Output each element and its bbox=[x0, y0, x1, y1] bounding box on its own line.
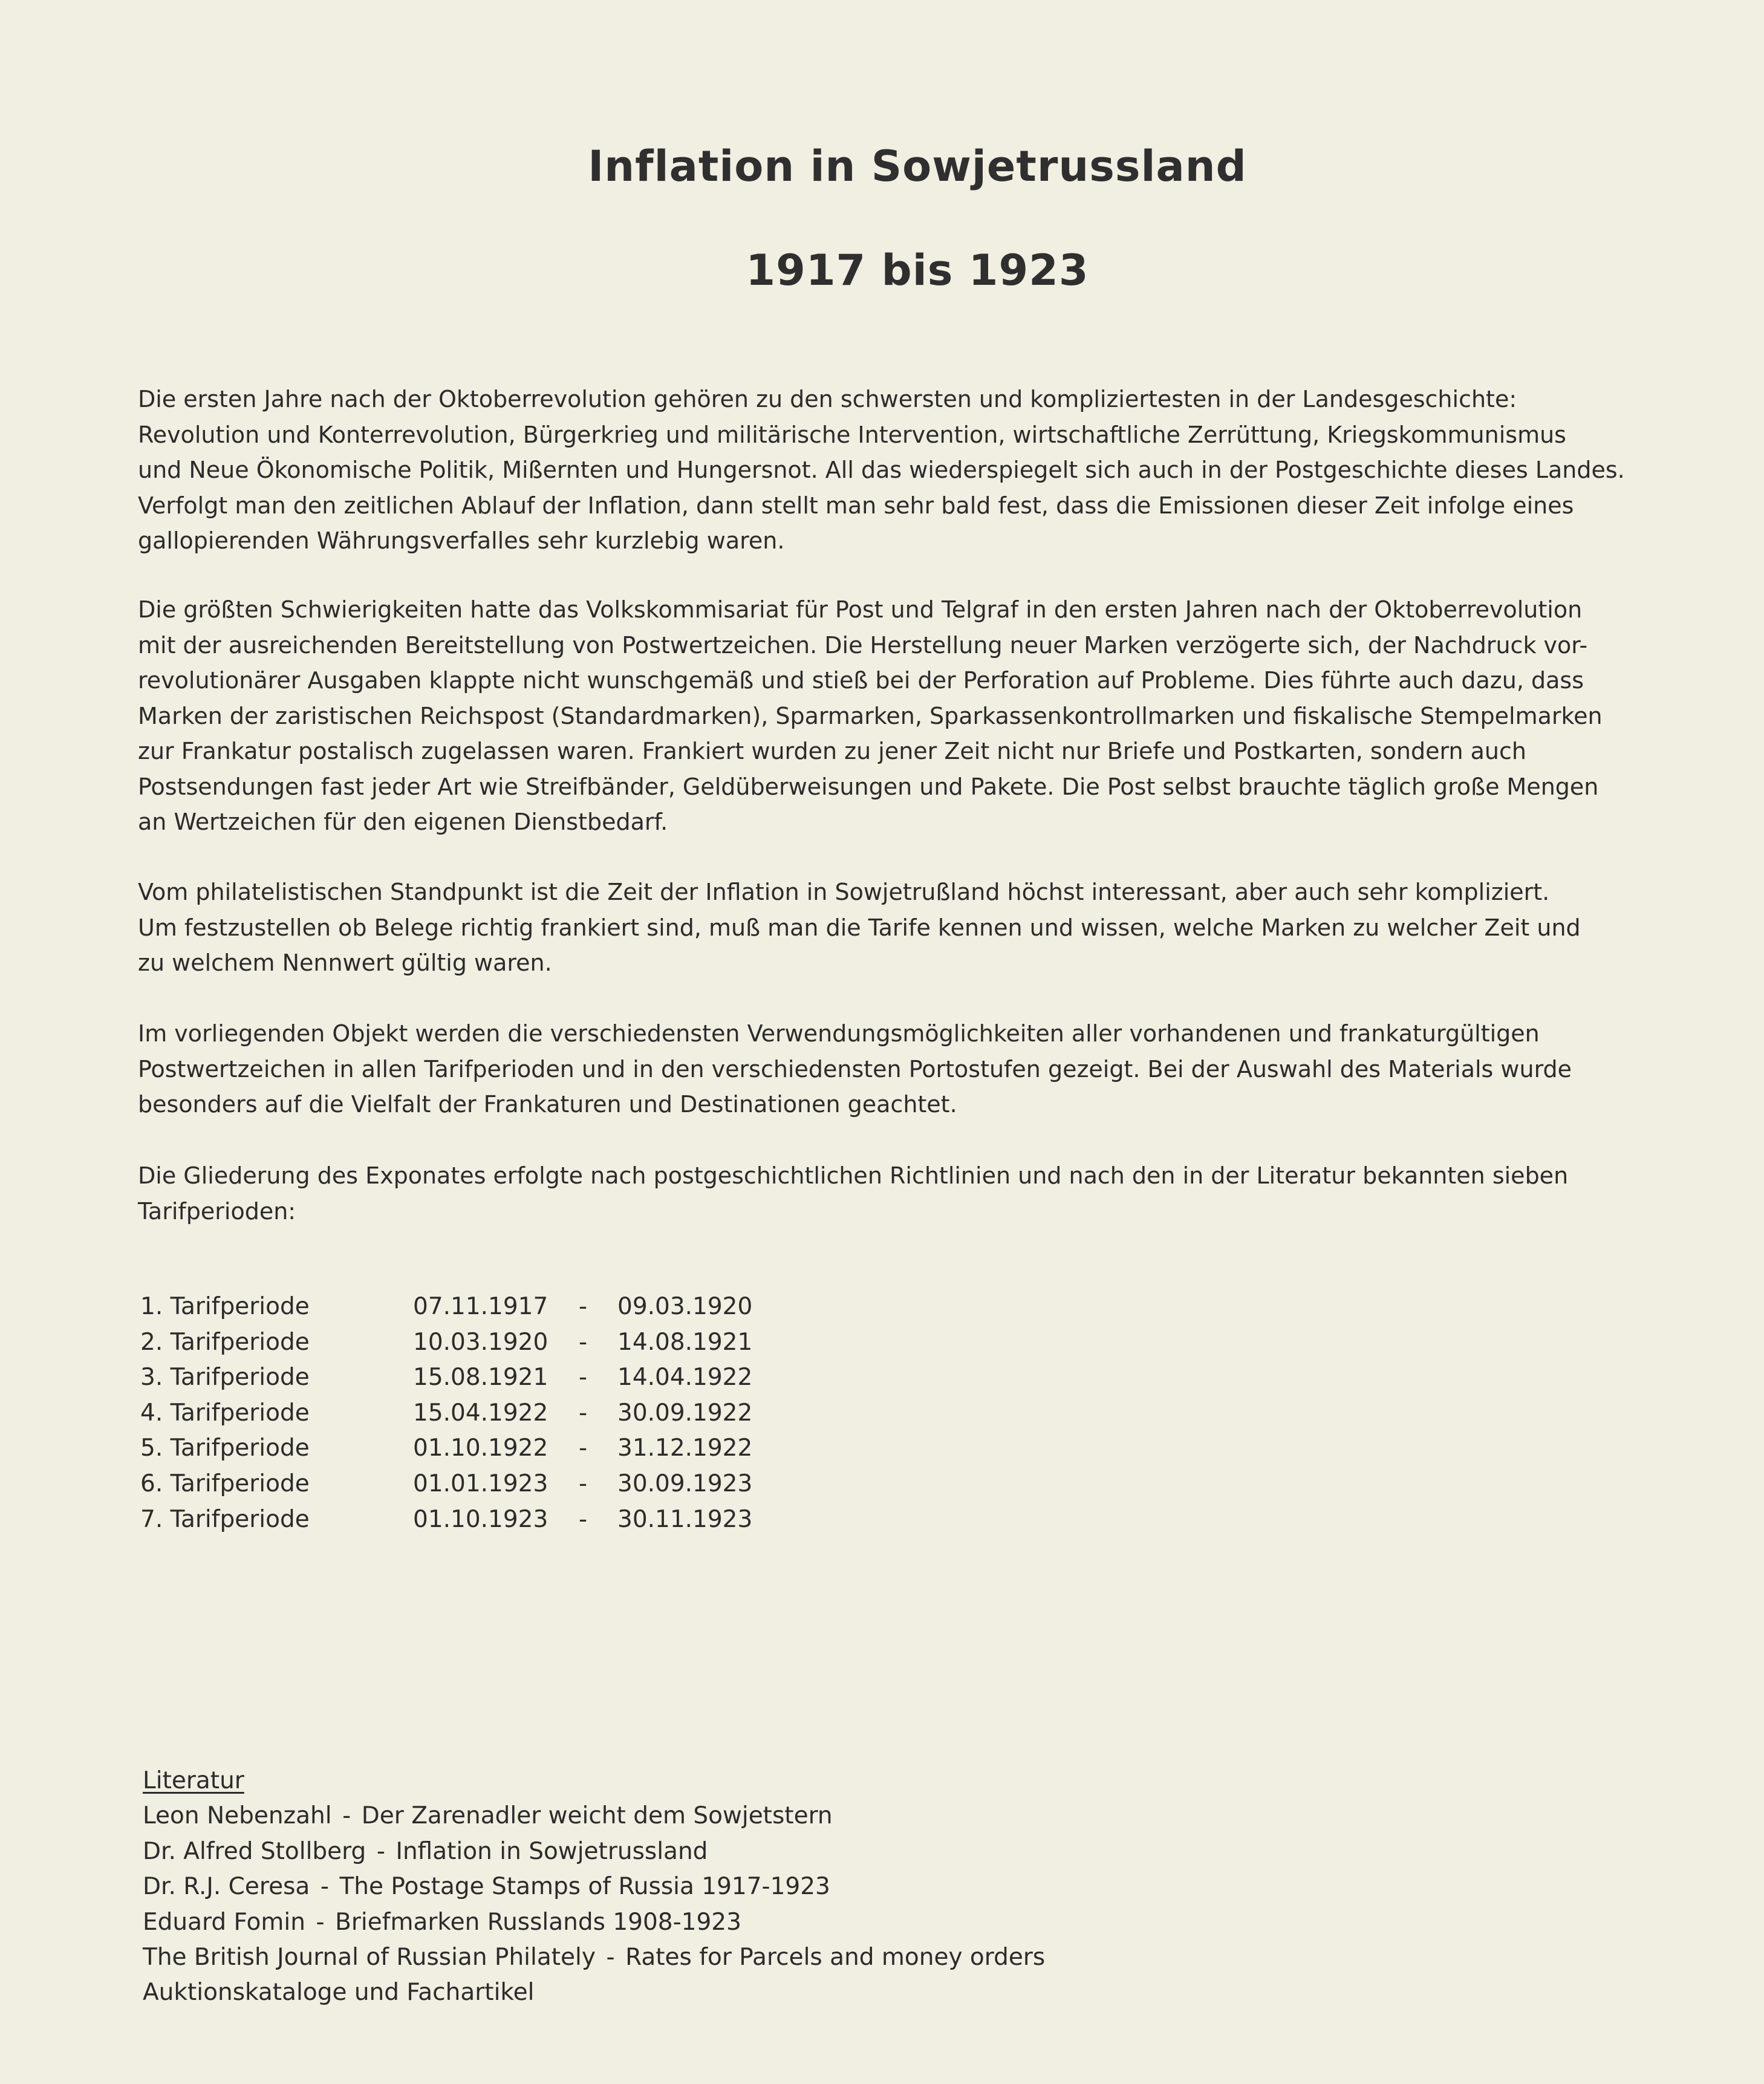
paragraph-line: Die Gliederung des Exponates erfolgte nach postgeschichtlichen Richtlinien und nach den in der Literatur bekannten sieben bbox=[138, 1162, 1569, 1189]
tariff-period-label: 7. Tarifperiode bbox=[140, 1505, 310, 1533]
structure-paragraph bbox=[138, 1158, 1722, 1229]
literature-separator: - bbox=[606, 1943, 615, 1971]
tariff-period-dash: - bbox=[579, 1470, 588, 1497]
paragraph-line: gallopierenden Währungsverfalles sehr kurzlebig waren. bbox=[138, 527, 785, 554]
literature-title: Rates for Parcels and money orders bbox=[625, 1943, 1046, 1971]
paragraph-line: revolutionärer Ausgaben klappte nicht wunschgemäß und stieß bei der Perforation auf Probleme. Dies führte auch dazu, dass bbox=[138, 667, 1584, 694]
literature-item bbox=[143, 1975, 1045, 2010]
literature-title: Briefmarken Russlands 1908-1923 bbox=[335, 1908, 741, 1936]
paragraph-line: Die größten Schwierigkeiten hatte das Volkskommisariat für Post und Telgraf in den ersten Jahren nach der Oktoberrevolution bbox=[138, 596, 1583, 623]
literature-title: The Postage Stamps of Russia 1917-1923 bbox=[339, 1873, 830, 1901]
literature-title: Inflation in Sowjetrussland bbox=[395, 1837, 708, 1865]
literature-item bbox=[143, 1905, 1045, 1940]
philatelic-paragraph bbox=[138, 874, 1722, 981]
tariff-period-start: 01.01.1923 bbox=[413, 1470, 548, 1497]
literature-separator: - bbox=[316, 1908, 325, 1936]
paragraph-line: zu welchem Nennwert gültig waren. bbox=[138, 949, 552, 976]
tariff-period-label: 6. Tarifperiode bbox=[140, 1470, 310, 1497]
literature-author: Eduard Fomin bbox=[143, 1908, 305, 1936]
tariff-period-dash: - bbox=[579, 1505, 588, 1533]
paragraph-line: Tarifperioden: bbox=[138, 1197, 296, 1225]
literature-author: Dr. Alfred Stollberg bbox=[143, 1837, 366, 1865]
tariff-period-label: 2. Tarifperiode bbox=[140, 1328, 310, 1356]
page-subtitle: 1917 bis 1923 bbox=[746, 246, 1089, 295]
tariff-period-dash: - bbox=[579, 1293, 588, 1320]
intro-paragraph bbox=[138, 382, 1722, 559]
tariff-period-dash: - bbox=[579, 1328, 588, 1356]
literature-author: Dr. R.J. Ceresa bbox=[143, 1873, 310, 1901]
tariff-period-label: 3. Tarifperiode bbox=[140, 1364, 310, 1392]
paragraph-line: Postsendungen fast jeder Art wie Streifbänder, Geldüberweisungen und Pakete. Die Post selbst brauchte täglich große Mengen bbox=[138, 773, 1599, 800]
paragraph-line: Verfolgt man den zeitlichen Ablauf der Inflation, dann stellt man sehr bald fest, dass die Emissionen dieser Zeit infolge eines bbox=[138, 492, 1574, 519]
tariff-period-label: 1. Tarifperiode bbox=[140, 1293, 310, 1320]
paragraph-line: mit der ausreichenden Bereitstellung von Postwertzeichen. Die Herstellung neuer Marken verzögerte sich, der Nachdruck vor- bbox=[138, 631, 1588, 659]
tariff-period-end: 14.04.1922 bbox=[617, 1364, 753, 1392]
tariff-period-start: 10.03.1920 bbox=[413, 1328, 548, 1356]
object-paragraph bbox=[138, 1016, 1722, 1122]
tariff-period-start: 01.10.1922 bbox=[413, 1434, 548, 1462]
tariff-period-start: 07.11.1917 bbox=[413, 1293, 548, 1320]
literature-separator: - bbox=[376, 1837, 385, 1865]
tariff-period-end: 31.12.1922 bbox=[617, 1434, 753, 1462]
tariff-period-end: 30.09.1922 bbox=[617, 1399, 753, 1427]
paragraph-line: an Wertzeichen für den eigenen Dienstbedarf. bbox=[138, 809, 668, 835]
tariff-period-start: 15.04.1922 bbox=[413, 1399, 548, 1427]
literature-item bbox=[143, 1940, 1045, 1975]
literature-separator: - bbox=[342, 1802, 351, 1830]
tariff-period-start: 15.08.1921 bbox=[413, 1364, 548, 1392]
page-title: Inflation in Sowjetrussland bbox=[588, 142, 1247, 191]
tariff-period-end: 09.03.1920 bbox=[617, 1293, 753, 1320]
literature-author: Leon Nebenzahl bbox=[143, 1802, 332, 1830]
paragraph-line: Vom philatelistischen Standpunkt ist die Zeit der Inflation in Sowjetrußland höchst interessant, aber auch sehr kompliziert. bbox=[138, 879, 1550, 905]
paragraph-line: Im vorliegenden Objekt werden die verschiedensten Verwendungsmöglichkeiten aller vorhandenen und frankaturgültigen bbox=[138, 1020, 1540, 1047]
paragraph-line: Marken der zaristischen Reichspost (Standardmarken), Sparmarken, Sparkassenkontrollmarken und fiskalische Stempelmarken bbox=[138, 702, 1603, 729]
difficulties-paragraph bbox=[138, 592, 1722, 840]
tariff-period-label: 4. Tarifperiode bbox=[140, 1399, 310, 1427]
literature-item bbox=[143, 1799, 1045, 1834]
tariff-period-end: 30.09.1923 bbox=[617, 1470, 753, 1497]
literature-section bbox=[143, 1763, 1045, 2011]
tariff-period-end: 30.11.1923 bbox=[617, 1505, 753, 1533]
paragraph-line: Postwertzeichen in allen Tarifperioden und in den verschiedensten Portostufen gezeigt. Bei der Auswahl des Materials wurde bbox=[138, 1055, 1572, 1083]
paragraph-line: besonders auf die Vielfalt der Frankaturen und Destinationen geachtet. bbox=[138, 1091, 957, 1118]
paragraph-line: Um festzustellen ob Belege richtig frankiert sind, muß man die Tarife kennen und wissen, welche Marken zu welcher Zeit und bbox=[138, 914, 1581, 941]
tariff-period-start: 01.10.1923 bbox=[413, 1505, 548, 1533]
tariff-period-label: 5. Tarifperiode bbox=[140, 1434, 310, 1462]
literature-separator: - bbox=[320, 1873, 329, 1901]
literature-title: Der Zarenadler weicht dem Sowjetstern bbox=[361, 1802, 833, 1830]
tariff-period-dash: - bbox=[579, 1364, 588, 1392]
literature-list bbox=[143, 1799, 1045, 2010]
paragraph-line: Die ersten Jahre nach der Oktoberrevolution gehören zu den schwersten und kompliziertesten in der Landesgeschichte: bbox=[138, 386, 1517, 412]
paragraph-line: und Neue Ökonomische Politik, Mißernten und Hungersnot. All das wiederspiegelt sich auch in der Postgeschichte dieses Landes. bbox=[138, 457, 1625, 483]
literature-item bbox=[143, 1869, 1045, 1904]
literature-author: The British Journal of Russian Philately bbox=[143, 1943, 596, 1971]
literature-heading: Literatur bbox=[143, 1767, 244, 1794]
tariff-period-dash: - bbox=[579, 1434, 588, 1462]
paragraph-line: zur Frankatur postalisch zugelassen waren. Frankiert wurden zu jener Zeit nicht nur Briefe und Postkarten, sondern auch bbox=[138, 738, 1526, 764]
paragraph-line: Revolution und Konterrevolution, Bürgerkrieg und militärische Intervention, wirtschaftliche Zerrüttung, Kriegskommunismus bbox=[138, 421, 1566, 448]
tariff-period-dash: - bbox=[579, 1399, 588, 1427]
literature-author: Auktionskataloge und Fachartikel bbox=[143, 1979, 535, 2007]
tariff-period-end: 14.08.1921 bbox=[617, 1328, 753, 1356]
literature-item bbox=[143, 1834, 1045, 1869]
